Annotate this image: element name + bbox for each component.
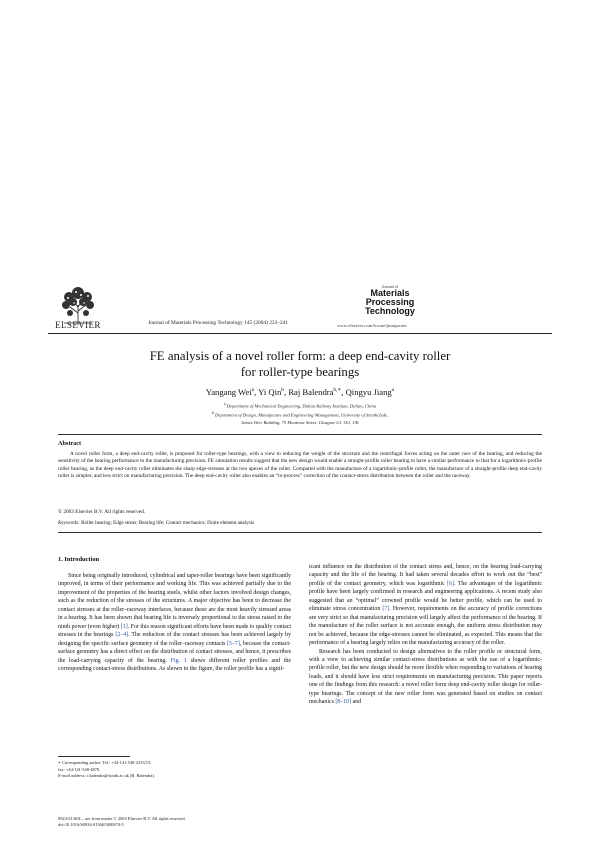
paper-title (60, 348, 540, 380)
footnote-line: fax: +44-141-548-4870. (58, 766, 101, 772)
footnote-email (58, 773, 298, 780)
footnote (58, 760, 298, 780)
citation-link[interactable]: [6] (447, 580, 454, 587)
affiliation-b (60, 410, 540, 419)
body-text: and (351, 699, 362, 706)
paper-title-line1: FE analysis of a novel roller form: a deep end-cavity roller (149, 349, 451, 363)
issn-line: 0924-0136/$ – see front matter © 2003 Elsevier B.V. All rights reserved. (58, 816, 186, 821)
affiliation-b-address: James Weir Building, 75 Montrose Street, Glasgow G1 1XJ, UK (241, 419, 359, 425)
email-label: E-mail address: (58, 773, 87, 779)
author-affil-mark[interactable]: a (391, 387, 395, 394)
abstract-bottom-rule (58, 532, 542, 533)
body-text: . The advantages of the logarithmic profile have been largely confirmed in research and engineering applications. A recent study also suggested that an “optimal” crowned profile would be better profile, which can be used to eliminate stress concentration (309, 580, 542, 613)
affiliation-mark: b (211, 411, 214, 416)
body-text: . The reduction of the contact stresses has been achieved largely by designing the specific surface geometry of the roller–raceway contacts (58, 632, 291, 647)
author-name: Qingyu Jiang (345, 387, 392, 397)
affiliation-mark: a (223, 402, 226, 406)
author-name: Yi Qin (258, 387, 282, 397)
journal-url[interactable]: www.elsevier.com/locate/jmatprotec (337, 323, 408, 328)
author-affil-mark[interactable]: b (281, 387, 285, 394)
citation-link[interactable]: [7] (382, 606, 390, 613)
abstract-top-rule (58, 434, 542, 435)
body-text: . However, requirements on the accuracy of profile corrections are very strict so that manufacturing precision will largely affect the performance of the bearing. If the manufacture of the roller surface is not accurate enough, the uniform stress distribution may not be achieved, because the edge-stresses cannot be eliminated, as expected. This means that the performance of a bearing largely relies on the manufacturing accuracy of the roller. (309, 606, 543, 647)
journal-brand-line3: Technology (365, 306, 415, 316)
affiliation-a (60, 401, 540, 410)
author-affil-mark[interactable]: b,∗ (333, 387, 342, 394)
paper-title-line2: for roller-type bearings (240, 365, 360, 379)
citation-link[interactable]: [2–4] (115, 632, 129, 639)
publisher-name: ELSEVIER (55, 320, 101, 330)
affiliation-text: Department of Mechanical Engineering, Dalian Railway Institute, Dalian, China (226, 403, 377, 409)
citation-link[interactable]: [8–10] (335, 699, 352, 706)
body-text: shows different roller profiles and the corresponding contact-stress distributions. As shown in the figure, the roller profile has a signif- (58, 657, 291, 672)
author-name: Yangang Wei (205, 387, 252, 397)
section-heading: 1. Introduction (58, 556, 100, 563)
journal-brand (365, 285, 415, 316)
author-name: Raj Balendra (288, 387, 334, 397)
author-affil-mark[interactable]: a (251, 387, 255, 394)
citation-link[interactable]: [1] (120, 623, 128, 630)
publication-info (58, 816, 358, 829)
body-paragraph (309, 648, 542, 707)
body-column-right (309, 563, 542, 707)
author-list: Yangang Wei$^a$, Yi Qin$^b$, Raj Balendra$^{b,∗}$, Qingyu Jiang$^a$ (205, 387, 395, 397)
keywords-label: Keywords: (58, 520, 80, 526)
email-address[interactable]: r.balendra@strath.ac.uk (R. Balendra). (87, 773, 155, 779)
keywords-list: Roller bearing; Edge stress; Bearing life; Contact mechanics; Finite element analysis (81, 520, 255, 526)
footnote-line: ∗ Corresponding author. Tel.: +44-141-548-2333/15; (58, 760, 152, 765)
body-text: Research has been conducted to design alternatives to the roller profile or structural form, with a view to achieving similar contact-stress distributions as with the use of a logarithmic-profile roller, but the new design should be more flexible when responding to variations of bearing loads, and it should have less strict requirements on manufacturing precision. This paper reports one of the findings from this research: a novel roller form deep end-cavity roller design for roller-type bearings. The concept of the new roller form was generated based on studies on contact mechanics (309, 648, 542, 706)
body-text: , because the contact-surface geometry has a direct effect on the distribution of contact stresses, and hence, it prescribes the load-carrying capacity of the bearing. (58, 640, 291, 664)
journal-brand-line1: Materials (370, 288, 410, 298)
doi-line[interactable]: doi:10.1016/S0924-0136(03)00674-5 (58, 822, 124, 828)
figure-link[interactable]: Fig. 1 (170, 657, 187, 664)
body-text: icant influence on the distribution of the contact stress and, hence, on the bearing load-carrying capacity and the life of the bearing. It had taken several decades effort to work out the “best” profile of the contact geometry, which was logarithmic (309, 564, 542, 587)
body-text: Since being originally introduced, cylindrical and taper-roller bearings have been significantly improved, in terms of their performance and working life. This was achieved partially due to the improvement of the properties of the bearing steels, whilst other factors involved design changes, such as the reduction of the stresses of the structures. A major objective has been to decrease the contact stresses at the roller–raceway interfaces, because these are the most heavily stressed areas in a bearing. It has been shown that bearing life is inversely proportional to the stress raised to the ninth power (even higher) (58, 573, 291, 630)
journal-citation: Journal of Materials Processing Technology 145 (2004) 233–241 (148, 320, 289, 326)
abstract-heading: Abstract (58, 440, 82, 447)
citation-link[interactable]: [5–7] (227, 640, 240, 647)
body-column-left (58, 572, 291, 673)
keywords (58, 520, 254, 526)
affiliations (60, 401, 540, 426)
journal-brand-prefix: Journal of (381, 284, 399, 289)
journal-brand-line2: Processing (365, 297, 415, 307)
abstract-text: A novel roller form, a deep end-cavity roller, is proposed for roller-type bearings, with a view to reducing the weight of the structure and the centrifugal forces acting on the outer race of the bearing, and reducing the sensitivity of the bearing performance to the manufacturing precision. FE simulation results suggest that the new design would enable a straight-profile roller bearing to have a similar performance to that for a logarithmic-profile roller bearing, as the deep end-cavity roller eliminates the sharp edge-stresses at the two apexes of the roller. Compared with the manufacture of a logarithmic-profile roller, the manufacture of a straight-profile deep end-cavity roller is simpler, and less strict on manufacturing precision. The deep end-cavity roller also enables an “in-process” correction of the contact-stress distribution between the roller and the raceway. (58, 451, 542, 479)
abstract-copyright: © 2003 Elsevier B.V. All rights reserved. (58, 509, 146, 515)
footnote-rule (58, 756, 130, 757)
header-divider (48, 333, 552, 334)
body-text: . For this reason significant efforts have been made to qualify contact stresses in the bearings (58, 623, 291, 639)
affiliation-text: Department of Design, Manufacture and Engineering Management, University of Strathclyde, (214, 412, 389, 418)
